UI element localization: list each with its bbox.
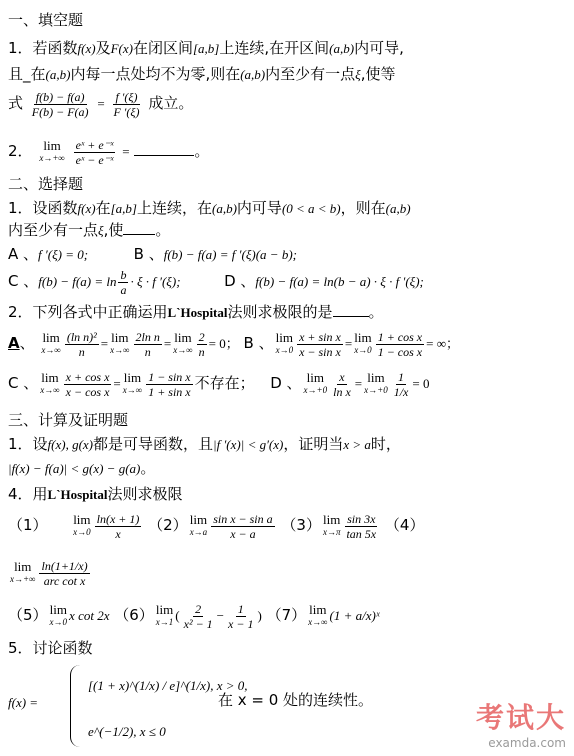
exercise-5-label: （5） bbox=[8, 606, 48, 624]
option-a-formula: f ′(ξ) = 0; bbox=[38, 247, 89, 262]
c2-answer-blank bbox=[333, 316, 369, 317]
limit bbox=[354, 332, 372, 356]
limit bbox=[110, 332, 129, 356]
piecewise-brace bbox=[70, 665, 83, 747]
option-b-label: B 、 bbox=[133, 245, 164, 263]
q1-text: 在闭区间 bbox=[132, 39, 193, 57]
p5-title: 5．讨论函数 bbox=[8, 639, 93, 657]
fraction bbox=[134, 330, 162, 359]
denominator: x − cos x bbox=[65, 384, 110, 399]
lim-word: lim bbox=[189, 512, 208, 527]
c1-text: 上连续，在 bbox=[136, 199, 212, 217]
equals: = bbox=[97, 96, 105, 111]
lim-word: lim bbox=[123, 370, 142, 385]
option-c-formula: f(b) − f(a) = ln bbox=[38, 274, 117, 289]
q2-number: 2． bbox=[8, 142, 33, 160]
q1-fraction-left bbox=[30, 90, 91, 119]
fraction bbox=[211, 512, 274, 541]
lim-word: lim bbox=[354, 330, 372, 345]
limit bbox=[41, 332, 60, 356]
lim-word: lim bbox=[155, 602, 174, 617]
p4-row2 bbox=[8, 552, 92, 592]
lim-word: lim bbox=[42, 330, 60, 345]
q1-text: 上连续,在开区间 bbox=[219, 39, 330, 57]
c2-text: 法则求极限的是 bbox=[227, 303, 333, 321]
q1-text: 及 bbox=[95, 39, 111, 57]
lim-sub: x→∞ bbox=[173, 345, 193, 355]
watermark-url: examda.com bbox=[488, 736, 566, 750]
numerator: b bbox=[120, 267, 127, 282]
lim-sub: x→0 bbox=[354, 345, 372, 355]
limit bbox=[308, 604, 327, 628]
p1-condition: |f ′(x)| < g′(x) bbox=[213, 437, 284, 452]
lim-word: lim bbox=[309, 602, 327, 617]
p4-text: 4．用 bbox=[8, 485, 48, 503]
p1-inequality: |f(x) − f(a)| < g(x) − g(a) bbox=[8, 461, 141, 476]
equals: = bbox=[122, 144, 130, 159]
fraction bbox=[297, 330, 343, 359]
lim-sub: x→0 bbox=[49, 617, 68, 627]
p4-lhospital: L`Hospital bbox=[47, 487, 108, 502]
fraction bbox=[39, 559, 89, 588]
option-c-fraction bbox=[118, 268, 128, 297]
numerator: sin x − sin a bbox=[213, 511, 273, 526]
exercise-2-label: （2） bbox=[148, 516, 188, 534]
lim-sub: x→∞ bbox=[308, 617, 328, 627]
c2-options-cd bbox=[8, 366, 429, 401]
fraction bbox=[95, 512, 142, 541]
numerator: f ′(ξ) bbox=[115, 89, 138, 104]
c1-line1 bbox=[8, 198, 411, 219]
exercise-4-label: （4） bbox=[384, 516, 425, 534]
lim-word: lim bbox=[14, 559, 32, 574]
c2-option-c-label: C 、 bbox=[8, 374, 39, 392]
numerator: ln(x + 1) bbox=[96, 511, 140, 526]
exercise-1-label: （1） bbox=[8, 516, 48, 534]
p5-continuity-text: 在 x = 0 处的连续性。 bbox=[218, 691, 374, 709]
limit bbox=[323, 514, 341, 538]
c1-text: 1．设函数 bbox=[8, 199, 78, 217]
numerator: f(b) − f(a) bbox=[35, 89, 85, 104]
lim-sub: x→∞ bbox=[40, 385, 60, 395]
lim-word: lim bbox=[275, 330, 293, 345]
lim-sub: x→π bbox=[322, 527, 341, 537]
lim-sub: x→∞ bbox=[41, 345, 61, 355]
fraction bbox=[344, 512, 378, 541]
c2-sep: 、 bbox=[19, 334, 35, 352]
q1-line2 bbox=[8, 64, 396, 85]
c2-option-b-end: = ∞； bbox=[426, 336, 459, 351]
fraction bbox=[197, 330, 207, 359]
exercise-5-expr: x cot 2x bbox=[69, 608, 110, 623]
p1-text: 。 bbox=[140, 459, 156, 477]
numerator: 1 − sin x bbox=[148, 369, 191, 384]
denominator: eˣ − e⁻ˣ bbox=[75, 152, 114, 167]
denominator: F(b) − F(a) bbox=[31, 104, 89, 119]
numerator: sin 3x bbox=[347, 511, 376, 526]
q1-text: 成立。 bbox=[148, 94, 194, 112]
c1-text: 内可导 bbox=[236, 199, 282, 217]
fraction bbox=[331, 370, 353, 399]
p1-text: 时， bbox=[370, 435, 401, 453]
c2-text: 。 bbox=[368, 303, 384, 321]
p1-text: 都是可导函数，且 bbox=[93, 435, 214, 453]
q1-text: 内每一点处均不为零,则在 bbox=[70, 65, 241, 83]
option-d-label: D 、 bbox=[224, 272, 256, 290]
denominator: x² − 1 bbox=[183, 616, 213, 631]
section-choice-title: 二、选择题 bbox=[8, 175, 84, 193]
c1-line2 bbox=[8, 220, 170, 241]
c2-option-a-label: A bbox=[8, 334, 20, 352]
q1-line3 bbox=[8, 88, 193, 119]
q1-text: ,使等 bbox=[360, 65, 396, 83]
lim-sub: x→+0 bbox=[303, 385, 328, 395]
c2-line1 bbox=[8, 302, 384, 323]
denominator: a bbox=[120, 282, 127, 297]
p1-line2 bbox=[8, 458, 155, 479]
option-b-formula: f(b) − f(a) = f ′(ξ)(a − b); bbox=[163, 247, 297, 262]
lim-sub: x→+∞ bbox=[39, 153, 65, 163]
q1-fraction-right bbox=[111, 90, 141, 119]
p5-case-2: e^(−1/2), x ≤ 0 bbox=[88, 724, 166, 739]
lim-sub: x→∞ bbox=[110, 345, 130, 355]
c1-fx: f(x) bbox=[77, 201, 96, 216]
c1-answer-blank bbox=[123, 234, 155, 235]
denominator: arc cot x bbox=[43, 573, 86, 588]
section-fill-blank-title: 一、填空题 bbox=[8, 11, 84, 29]
q1-fx: f(x) bbox=[77, 41, 96, 56]
equals: = bbox=[354, 376, 363, 391]
lim-word: lim bbox=[323, 512, 341, 527]
p4-title bbox=[8, 484, 183, 505]
p1-condition: x > a bbox=[343, 437, 371, 452]
q1-Fx: F(x) bbox=[110, 41, 133, 56]
c1-xi: ξ bbox=[98, 223, 104, 238]
numerator: 2 bbox=[195, 601, 202, 616]
c1-options-cd bbox=[8, 266, 424, 297]
q1-interval: (a,b) bbox=[240, 67, 266, 82]
p1-text: 1．设 bbox=[8, 435, 48, 453]
c2-option-d-label: D 、 bbox=[270, 374, 302, 392]
fraction bbox=[65, 330, 99, 359]
limit bbox=[364, 372, 388, 396]
denominator: F ′(ξ) bbox=[113, 104, 140, 119]
exercise-3-label: （3） bbox=[281, 516, 321, 534]
c1-condition: (0 < a < b) bbox=[281, 201, 341, 216]
p1-line1 bbox=[8, 434, 401, 455]
limit bbox=[50, 604, 68, 628]
fraction bbox=[64, 370, 112, 399]
denominator: 1 + sin x bbox=[148, 384, 191, 399]
numerator: x + sin x bbox=[299, 329, 341, 344]
limit bbox=[123, 372, 142, 396]
option-c-label: C 、 bbox=[8, 272, 39, 290]
denominator: n bbox=[144, 344, 151, 359]
numerator: 2ln n bbox=[135, 329, 160, 344]
p4-row1 bbox=[8, 508, 424, 542]
lim-sub: x→+∞ bbox=[10, 574, 36, 584]
limit bbox=[304, 372, 328, 396]
lim-word: lim bbox=[43, 138, 61, 153]
lim-sub: x→∞ bbox=[122, 385, 143, 395]
q2-text: 。 bbox=[194, 142, 210, 160]
denominator: ln x bbox=[333, 384, 351, 399]
fraction bbox=[146, 370, 192, 399]
lim-word: lim bbox=[367, 370, 385, 385]
q1-text: 1．若函数 bbox=[8, 39, 78, 57]
c1-text: 内至少有一点 bbox=[8, 221, 99, 239]
denominator: tan 5x bbox=[346, 526, 377, 541]
option-c-formula: · ξ · f ′(ξ); bbox=[130, 274, 181, 289]
c2-lhospital: L`Hospital bbox=[167, 305, 228, 320]
c1-interval: (a,b) bbox=[212, 201, 237, 216]
numerator: eˣ + e⁻ˣ bbox=[75, 137, 114, 152]
limit bbox=[156, 604, 174, 628]
c1-interval: (a,b) bbox=[385, 201, 411, 216]
denominator: 1/x bbox=[393, 384, 409, 399]
lim-word: lim bbox=[73, 512, 91, 527]
denominator: x − a bbox=[230, 526, 256, 541]
exercise-7-label: （7） bbox=[266, 606, 307, 624]
p4-row3: （5） lim x→0 x cot 2x （6） lim x→1 ( $\frac{2}{\text{x² − 1}}$ − $\frac{1}{x - 1}$ ) （7） lim x→∞ (1 + a/x)ˣ bbox=[8, 601, 380, 631]
c1-text: 在 bbox=[95, 199, 111, 217]
numerator: 1 bbox=[398, 369, 405, 384]
q2-fraction bbox=[74, 138, 116, 167]
c2-option-d-end: = 0 bbox=[412, 376, 430, 391]
q1-text: 且_在 bbox=[8, 65, 46, 83]
c1-text: ,使 bbox=[103, 221, 124, 239]
denominator: x bbox=[115, 526, 121, 541]
c1-options-ab bbox=[8, 244, 297, 265]
denominator: x − 1 bbox=[228, 616, 254, 631]
lim-word: lim bbox=[306, 370, 324, 385]
lim-word: lim bbox=[111, 330, 129, 345]
c2-option-a-end: = 0； bbox=[208, 336, 239, 351]
p5-fx bbox=[8, 692, 38, 713]
c1-interval: [a,b] bbox=[110, 201, 137, 216]
fraction bbox=[182, 602, 215, 631]
q1-interval: (a,b) bbox=[329, 41, 355, 56]
numerator: 2 bbox=[198, 329, 205, 344]
lim-sub: x→1 bbox=[155, 617, 174, 627]
q1-line1 bbox=[8, 38, 404, 59]
watermark bbox=[476, 696, 566, 750]
equals: = bbox=[344, 336, 353, 351]
denominator: n bbox=[78, 344, 85, 359]
fraction bbox=[392, 370, 411, 399]
section-proof-title: 三、计算及证明题 bbox=[8, 411, 129, 429]
equals: = bbox=[113, 376, 121, 391]
option-d-formula: f(b) − f(a) = ln(b − a) · ξ · f ′(ξ); bbox=[255, 274, 424, 289]
exercise-7-expr: (1 + a/x)ˣ bbox=[329, 608, 380, 623]
numerator: ln(1+1/x) bbox=[41, 558, 88, 573]
equals: = bbox=[163, 336, 172, 351]
p4-text: 法则求极限 bbox=[107, 485, 183, 503]
c2-option-b-label: B 、 bbox=[243, 334, 274, 352]
q1-text: 内可导, bbox=[354, 39, 404, 57]
p5-fx-label: f(x) = bbox=[8, 695, 39, 710]
p1-text: ，证明当 bbox=[283, 435, 344, 453]
limit bbox=[190, 514, 208, 538]
lim-word: lim bbox=[41, 370, 59, 385]
q2-answer-blank bbox=[134, 155, 194, 156]
limit bbox=[173, 332, 192, 356]
p5-case-1: [(1 + x)^(1/x) / e]^(1/x), x > 0, bbox=[88, 678, 248, 693]
limit bbox=[73, 514, 91, 538]
numerator: x + cos x bbox=[65, 369, 110, 384]
limit bbox=[10, 561, 35, 585]
lim-word: lim bbox=[49, 602, 67, 617]
c1-text: ，则在 bbox=[340, 199, 386, 217]
option-a-label: A 、 bbox=[8, 245, 39, 263]
denominator: x − sin x bbox=[299, 344, 341, 359]
c2-options-ab bbox=[8, 326, 459, 361]
p1-functions: f(x), g(x) bbox=[47, 437, 94, 452]
exercise-6-label: （6） bbox=[114, 606, 154, 624]
lim-sub: x→+0 bbox=[364, 385, 388, 395]
denominator: 1 − cos x bbox=[377, 344, 423, 359]
c2-text: 2．下列各式中正确运用 bbox=[8, 303, 168, 321]
q1-interval: (a,b) bbox=[45, 67, 71, 82]
numerator: 1 bbox=[237, 601, 244, 616]
q1-text: 内至少有一点 bbox=[265, 65, 356, 83]
numerator: (ln n)² bbox=[66, 329, 97, 344]
lim-word: lim bbox=[174, 330, 192, 345]
fraction bbox=[376, 330, 424, 359]
q1-xi: ξ bbox=[355, 67, 361, 82]
q2-limit bbox=[39, 140, 64, 164]
denominator: n bbox=[198, 344, 205, 359]
fraction bbox=[226, 602, 255, 631]
q2-line bbox=[8, 136, 209, 167]
watermark-logo: 考试大 bbox=[475, 701, 566, 734]
q1-interval: [a,b] bbox=[193, 41, 220, 56]
c1-text: 。 bbox=[155, 221, 171, 239]
lim-sub: x→a bbox=[189, 527, 208, 537]
limit bbox=[40, 372, 59, 396]
numerator: 1 + cos x bbox=[377, 329, 423, 344]
c2-option-c-end: 不存在； bbox=[194, 374, 255, 392]
lim-sub: x→0 bbox=[73, 527, 91, 537]
limit bbox=[276, 332, 294, 356]
q1-text: 式 bbox=[8, 94, 24, 112]
numerator: x bbox=[339, 369, 345, 384]
equals: = bbox=[100, 336, 109, 351]
lim-sub: x→0 bbox=[275, 345, 294, 355]
